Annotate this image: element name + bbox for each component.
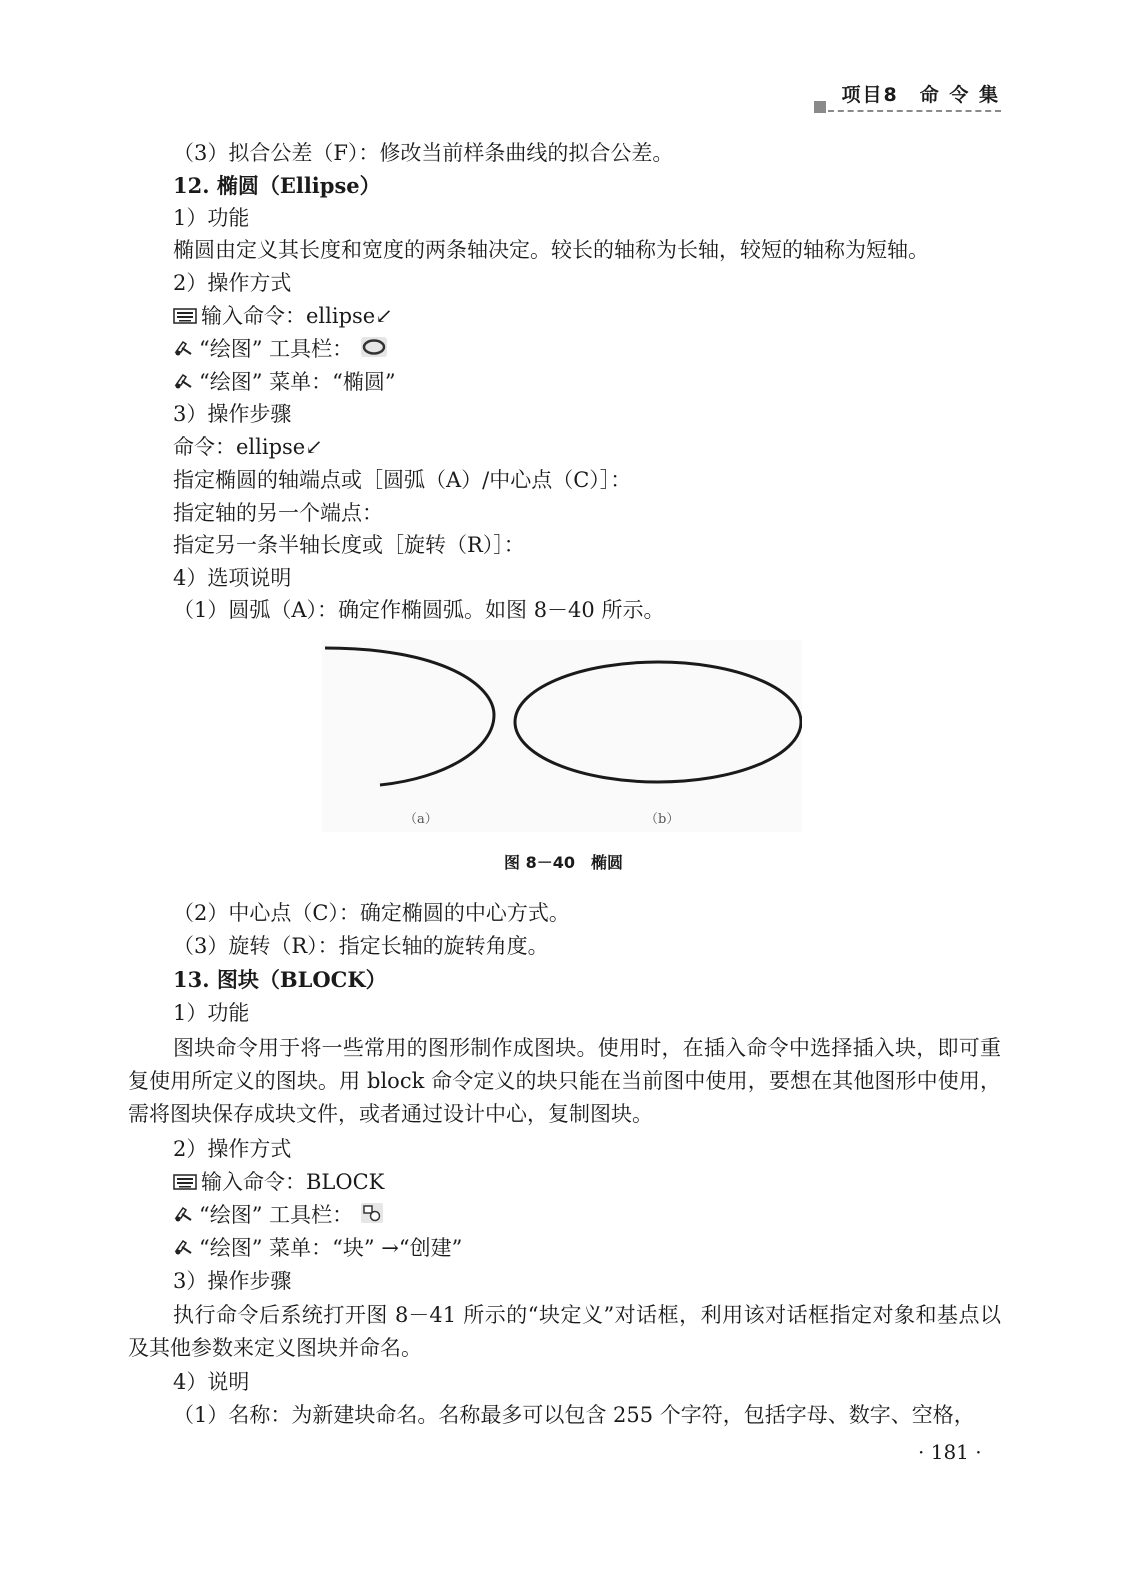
text-line: 指定轴的另一个端点： — [173, 501, 383, 525]
subheading-function: 1）功能 — [173, 1001, 250, 1025]
pointer-hand-icon — [173, 1201, 195, 1233]
figure-label-a: （a） — [404, 812, 438, 827]
text-line: 指定椭圆的轴端点或［圆弧（A）/中心点（C）］： — [173, 468, 632, 492]
section-heading-block: 13. 图块（BLOCK） — [173, 967, 387, 992]
menu-line-item: “绘图” 菜单：“块” →“创建” — [173, 1232, 462, 1266]
text-line: （3）旋转（R）：指定长轴的旋转角度。 — [173, 934, 549, 958]
subheading-operation: 2）操作方式 — [173, 1137, 292, 1161]
figure-ellipse — [322, 640, 802, 832]
pointer-hand-icon — [173, 368, 195, 400]
header-rule-dashed — [828, 110, 1001, 112]
text-line: 指定另一条半轴长度或［旋转（R）］： — [173, 533, 525, 557]
page-number: · 181 · — [918, 1440, 982, 1464]
running-header: 项目8 命 令 集 — [841, 84, 1000, 106]
text-line: （3）拟合公差（F）：修改当前样条曲线的拟合公差。 — [173, 141, 674, 165]
subheading-steps: 3）操作步骤 — [173, 402, 292, 426]
pointer-hand-icon — [173, 335, 195, 367]
paragraph-block-steps: 执行命令后系统打开图 8－41 所示的“块定义”对话框，利用该对话框指定对象和基点以及其他参数来定义图块并命名。 — [128, 1303, 1001, 1360]
toolbar-line-item: “绘图” 工具栏： — [173, 1199, 388, 1233]
text-line: （2）中心点（C）：确定椭圆的中心方式。 — [173, 901, 570, 925]
subheading-notes: 4）说明 — [173, 1370, 250, 1394]
subheading-options: 4）选项说明 — [173, 566, 292, 590]
command-line-item: 输入命令：ellipse↙ — [173, 300, 393, 334]
block-tool-icon — [360, 1201, 384, 1233]
section-heading-ellipse: 12. 椭圆（Ellipse） — [173, 173, 381, 198]
figure-caption: 图 8－40 椭圆 — [504, 853, 623, 872]
text-line: 椭圆由定义其长度和宽度的两条轴决定。较长的轴称为长轴，较短的轴称为短轴。 — [173, 238, 929, 262]
text-line: （1）圆弧（A）：确定作椭圆弧。如图 8－40 所示。 — [173, 598, 665, 622]
subheading-operation: 2）操作方式 — [173, 271, 292, 295]
paragraph-block-function: 图块命令用于将一些常用的图形制作成图块。使用时，在插入命令中选择插入块，即可重复使用所定义的图块。用 block 命令定义的块只能在当前图中使用，要想在其他图形中使用，需将图块保存成块文件，或者通过设计中心，复制图块。 — [128, 1036, 1001, 1126]
ellipse-tool-icon — [360, 335, 388, 367]
menu-line-item: “绘图” 菜单：“椭圆” — [173, 366, 396, 400]
keyboard-icon — [173, 1168, 197, 1200]
text-line: 命令：ellipse↙ — [173, 435, 323, 459]
command-line-item: 输入命令：BLOCK — [173, 1166, 384, 1200]
text-line: （1）名称：为新建块命名。名称最多可以包含 255 个字符，包括字母、数字、空格， — [173, 1403, 975, 1427]
toolbar-line-item: “绘图” 工具栏： — [173, 333, 392, 367]
subheading-function: 1）功能 — [173, 206, 250, 230]
figure-label-b: （b） — [645, 812, 680, 827]
header-rule-block — [814, 101, 826, 113]
pointer-hand-icon — [173, 1234, 195, 1266]
subheading-steps: 3）操作步骤 — [173, 1269, 292, 1293]
keyboard-icon — [173, 302, 197, 334]
